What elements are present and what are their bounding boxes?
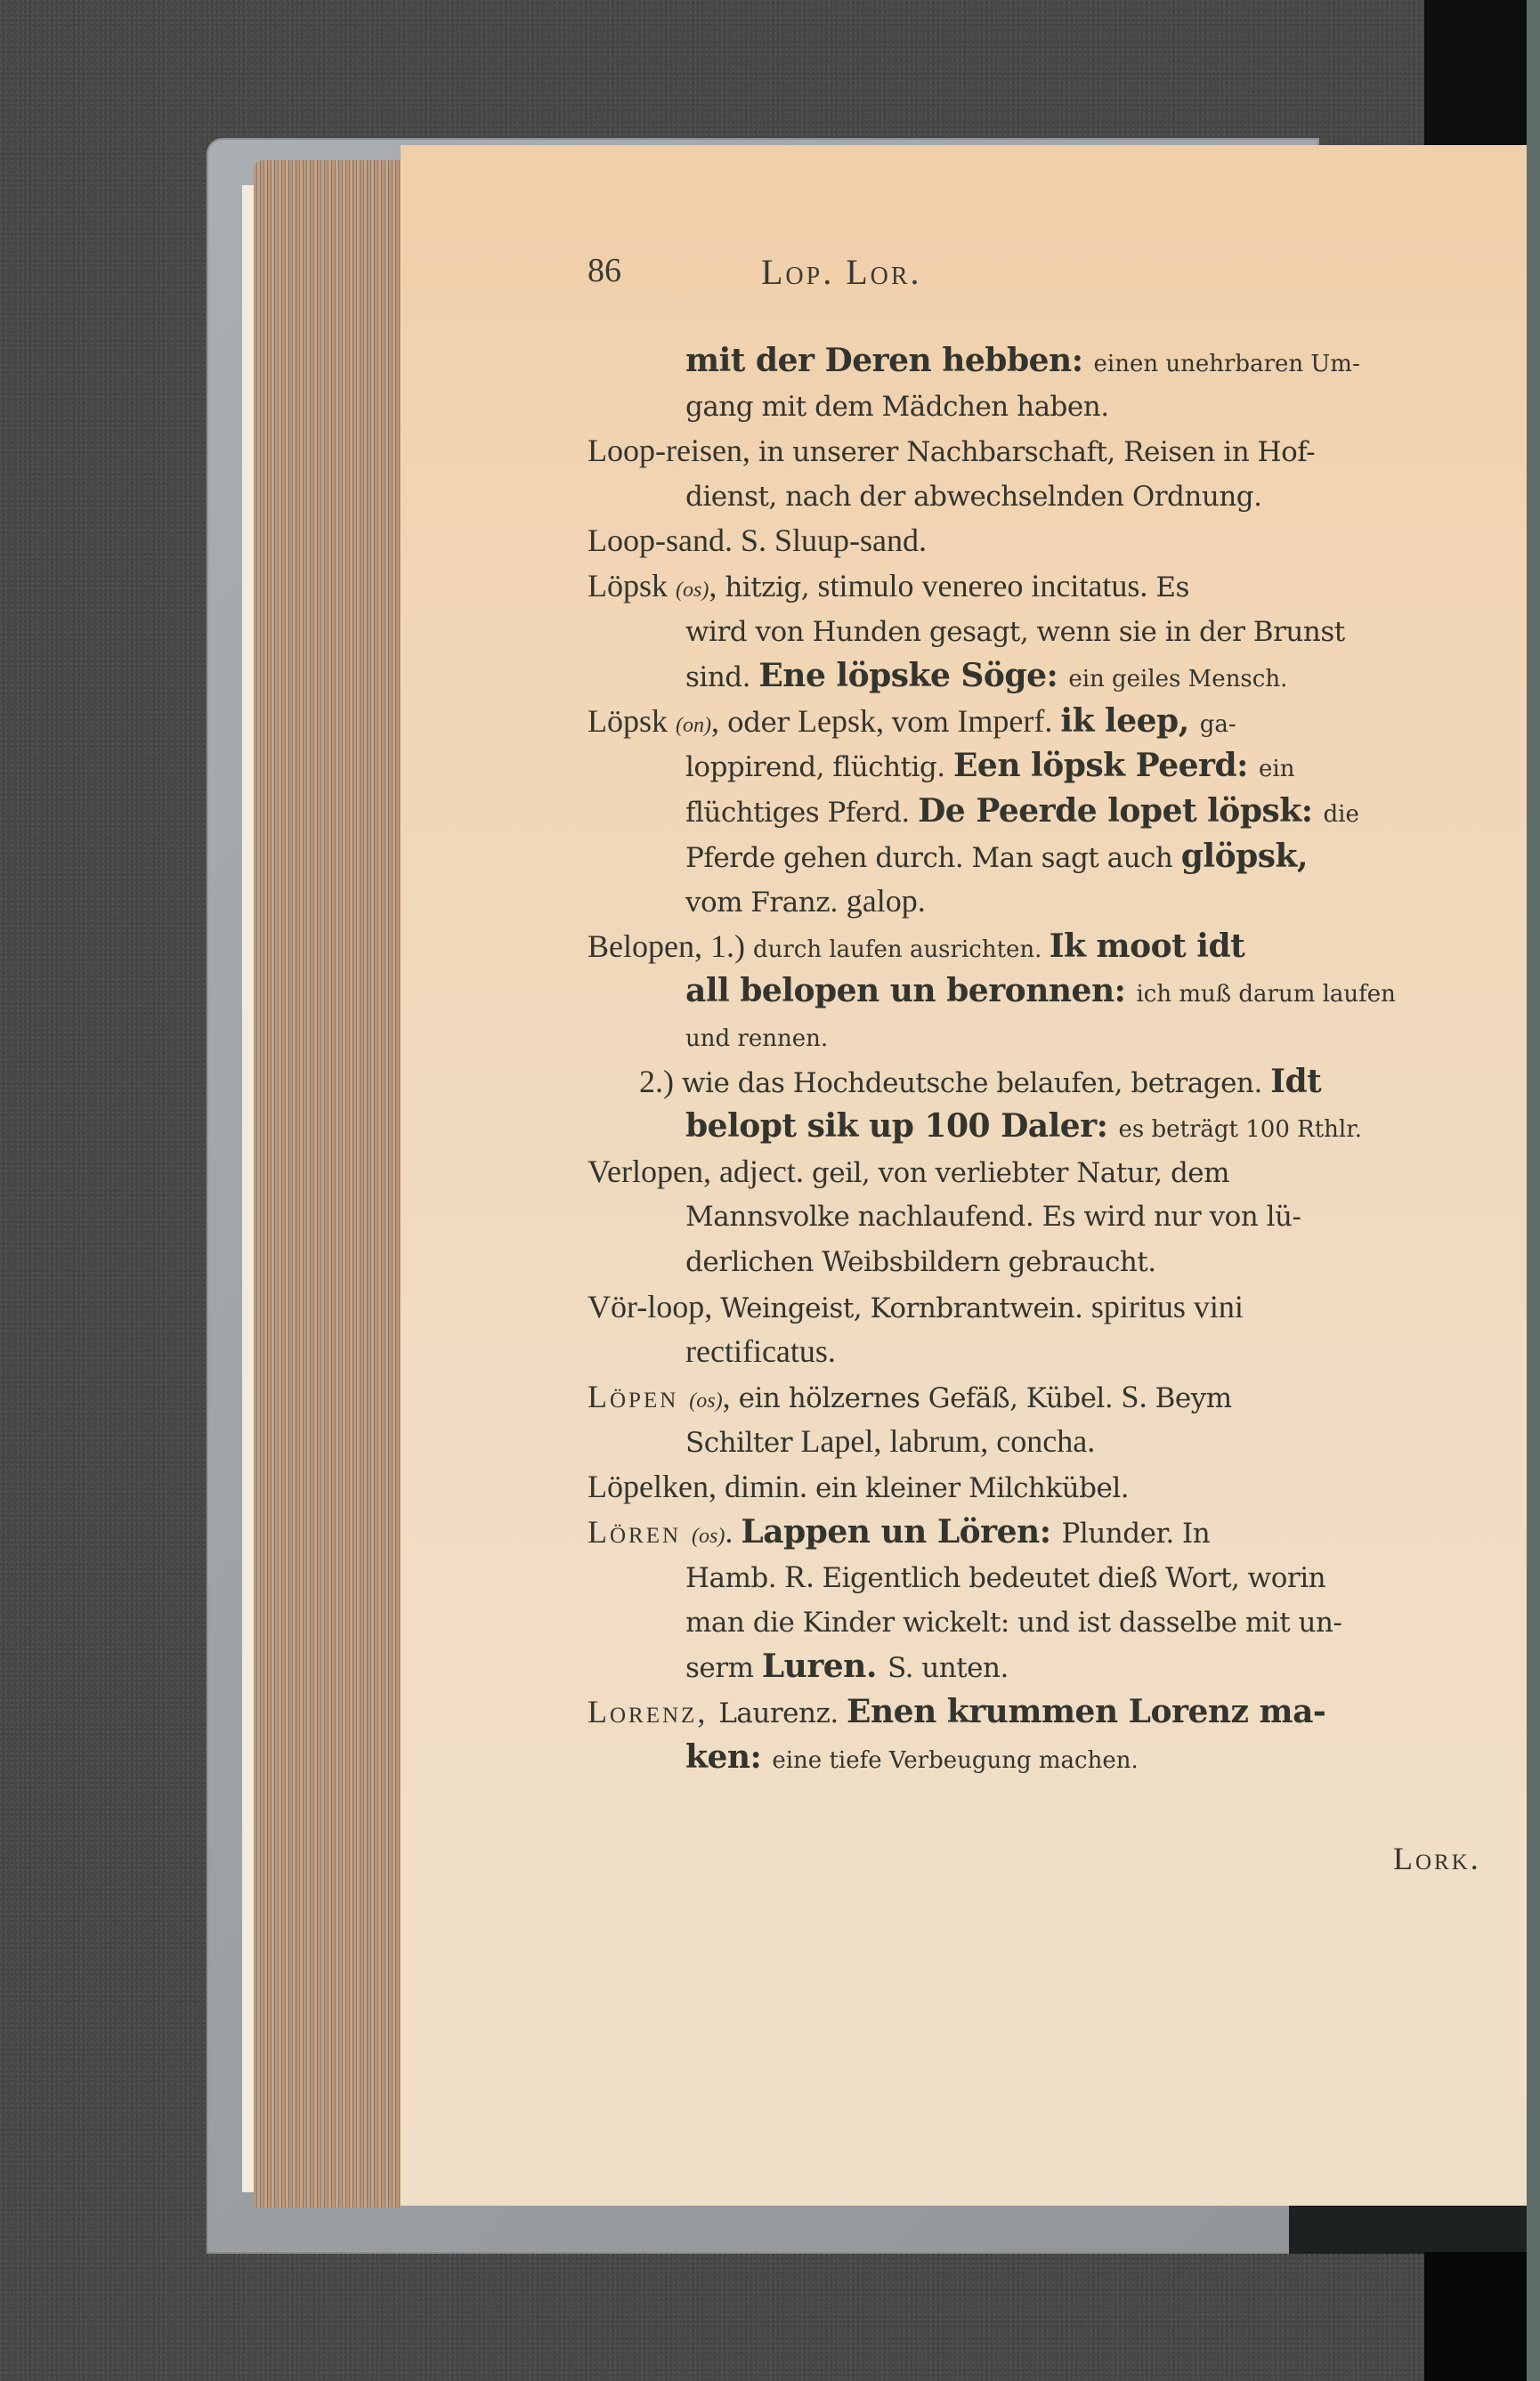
text-line — [685, 1243, 1156, 1280]
text-segment: ein — [1259, 756, 1295, 783]
book-spine-shadow — [1424, 2252, 1527, 2381]
text-segment: . — [725, 1513, 742, 1550]
book-spine-top — [1424, 0, 1527, 151]
text-line — [588, 568, 1189, 608]
text-line — [588, 522, 927, 559]
text-line — [685, 748, 1294, 787]
text-segment: Belopen, 1.) — [588, 927, 753, 964]
text-segment: Enen krummen Lorenz ma- — [847, 1693, 1326, 1730]
text-segment: flüchtiges Pferd. — [685, 797, 919, 829]
text-segment: man die Kinder wickelt: und ist dasselbe mit un- — [685, 1606, 1342, 1639]
text-segment: in unserer Nachbarschaft, Reisen in Hof- — [758, 436, 1316, 469]
text-line — [588, 1694, 1325, 1731]
text-line — [588, 1469, 1129, 1506]
text-segment: einen unehrbaren Um- — [1093, 351, 1360, 377]
text-segment: Mannsvolke nachlaufend. Es wird nur von lü- — [685, 1201, 1301, 1234]
text-line — [588, 928, 1244, 968]
text-segment: Es — [1155, 571, 1189, 603]
text-segment: Loop-reisen, — [588, 433, 758, 469]
text-segment: galop. — [846, 883, 926, 919]
text-line — [685, 1739, 1139, 1778]
text-segment: Löpsk — [588, 568, 676, 603]
text-segment: Idt — [1270, 1062, 1322, 1100]
text-segment: vom Franz. — [685, 887, 847, 919]
text-segment: (on) — [676, 713, 711, 737]
text-segment: , — [710, 702, 727, 739]
text-segment: derlichen Weibsbildern gebraucht. — [685, 1246, 1156, 1278]
text-segment: durch laufen ausrichten. — [752, 935, 1050, 963]
text-segment: , — [709, 568, 725, 603]
text-line — [685, 1423, 1095, 1461]
text-segment: Imperf. — [957, 702, 1061, 739]
text-line — [685, 883, 926, 920]
text-segment: Weingeist, Kornbrantwein. — [720, 1292, 1091, 1324]
text-line — [685, 1108, 1362, 1147]
text-segment: stimulo venereo incitatus. — [817, 568, 1156, 603]
text-segment: Lappen un Lören: — [741, 1512, 1062, 1551]
text-line — [685, 973, 1396, 1012]
text-line — [685, 1333, 836, 1370]
text-line — [685, 388, 1109, 425]
text-segment: Plunder. In — [1061, 1517, 1211, 1550]
text-segment: Luren. — [761, 1648, 888, 1686]
text-line — [588, 433, 1315, 470]
text-line — [685, 1559, 1325, 1596]
text-line — [685, 1648, 1009, 1686]
text-line — [685, 658, 1287, 697]
running-head: Lop. Lor. — [761, 252, 922, 292]
text-segment: serm — [685, 1652, 762, 1685]
scanner-edge-strip — [1527, 0, 1540, 2381]
text-line — [685, 793, 1359, 832]
text-segment: Pferde gehen durch. Man sagt auch — [685, 841, 1181, 874]
text-segment: wie das Hochdeutsche belaufen, betragen. — [682, 1066, 1271, 1099]
text-line — [685, 1604, 1341, 1640]
text-line — [685, 478, 1261, 514]
text-segment: all belopen un beronnen: — [685, 972, 1137, 1010]
text-segment: spiritus vini — [1090, 1288, 1244, 1324]
text-segment: Ik moot idt — [1049, 927, 1245, 965]
text-segment: (os) — [689, 1389, 723, 1413]
text-segment: Eigentlich bedeutet dieß Wort, worin — [822, 1562, 1326, 1595]
text-segment: Lapel, labrum, concha. — [800, 1423, 1096, 1460]
text-segment: gang mit dem Mädchen haben. — [685, 390, 1109, 423]
text-segment: Lören — [588, 1513, 693, 1550]
text-segment: 2.) — [639, 1063, 682, 1099]
text-line — [588, 1379, 1232, 1419]
text-line — [588, 1289, 1244, 1326]
text-segment: dienst, nach der abwechselnden Ordnung. — [685, 480, 1262, 513]
text-segment: mit der Deren hebben: — [685, 342, 1094, 379]
page-stack-edge — [254, 160, 401, 2207]
text-segment: R. — [784, 1559, 823, 1595]
text-segment: Een löpsk Peerd: — [952, 747, 1259, 785]
text-segment: es beträgt 100 Rthlr. — [1118, 1116, 1363, 1144]
text-segment: hitzig, — [725, 571, 818, 603]
text-line — [588, 1154, 1229, 1191]
text-segment: Löpen — [588, 1378, 690, 1414]
text-segment: loppirend, flüchtig. — [685, 751, 953, 784]
text-segment: vom — [892, 706, 958, 739]
text-segment: wird von Hunden gesagt, wenn sie in der Brunst — [685, 615, 1345, 648]
text-line — [685, 343, 1360, 382]
text-segment: und rennen. — [685, 1025, 829, 1052]
text-segment: Laurenz. — [718, 1697, 847, 1729]
text-segment: Vör-loop, — [588, 1288, 721, 1324]
text-segment: De Peerde lopet löpsk: — [918, 792, 1324, 830]
text-line — [588, 703, 1236, 743]
text-segment: Löpelken, dimin. — [588, 1469, 815, 1504]
text-segment: Lorenz, — [588, 1694, 719, 1729]
text-segment: rectificatus. — [685, 1333, 836, 1370]
text-segment: Beym — [1155, 1381, 1232, 1414]
text-segment: geil, von verliebter Natur, dem — [811, 1156, 1230, 1189]
text-segment: ken: — [685, 1737, 773, 1776]
text-segment: ein hölzernes Gefäß, Kübel. — [738, 1381, 1122, 1414]
text-line — [685, 1198, 1301, 1235]
text-line — [685, 1018, 828, 1057]
text-segment: ein kleiner Milchkübel. — [815, 1472, 1130, 1504]
text-segment: Verlopen, adject. — [588, 1153, 812, 1189]
text-segment: ga- — [1199, 710, 1236, 738]
text-segment: (os) — [692, 1524, 725, 1548]
text-segment: ich muß darum laufen — [1136, 981, 1396, 1008]
text-line — [588, 1514, 1210, 1554]
text-segment: die — [1323, 801, 1359, 828]
text-segment: Schilter — [685, 1427, 801, 1460]
text-segment: S. — [1121, 1378, 1155, 1414]
text-segment: Ene löpske Söge: — [758, 657, 1069, 695]
text-line — [639, 1064, 1321, 1101]
text-segment: sind. — [685, 661, 759, 694]
page-number: 86 — [588, 252, 621, 289]
text-segment: Hamb. — [685, 1562, 785, 1595]
text-segment: belopt sik up 100 Daler: — [685, 1107, 1119, 1146]
text-segment: S. unten. — [887, 1652, 1009, 1685]
text-segment: ein geiles Mensch. — [1068, 666, 1288, 693]
text-segment: oder — [726, 706, 798, 739]
text-segment: eine tiefe Verbeugung machen. — [772, 1746, 1139, 1774]
text-segment: ik leep, — [1060, 701, 1200, 740]
text-line — [685, 838, 1308, 876]
text-segment: Lepsk, — [798, 702, 892, 739]
text-segment: Loop-sand. S. Sluup-sand. — [588, 522, 927, 559]
text-segment: Löpsk — [588, 702, 676, 739]
book-spine-bottom — [1289, 2206, 1527, 2254]
text-segment: (os) — [676, 579, 709, 602]
catchword: Lork. — [1393, 1841, 1481, 1876]
text-segment: glöpsk, — [1180, 837, 1309, 875]
text-segment: , — [722, 1378, 739, 1414]
text-line — [685, 613, 1345, 650]
